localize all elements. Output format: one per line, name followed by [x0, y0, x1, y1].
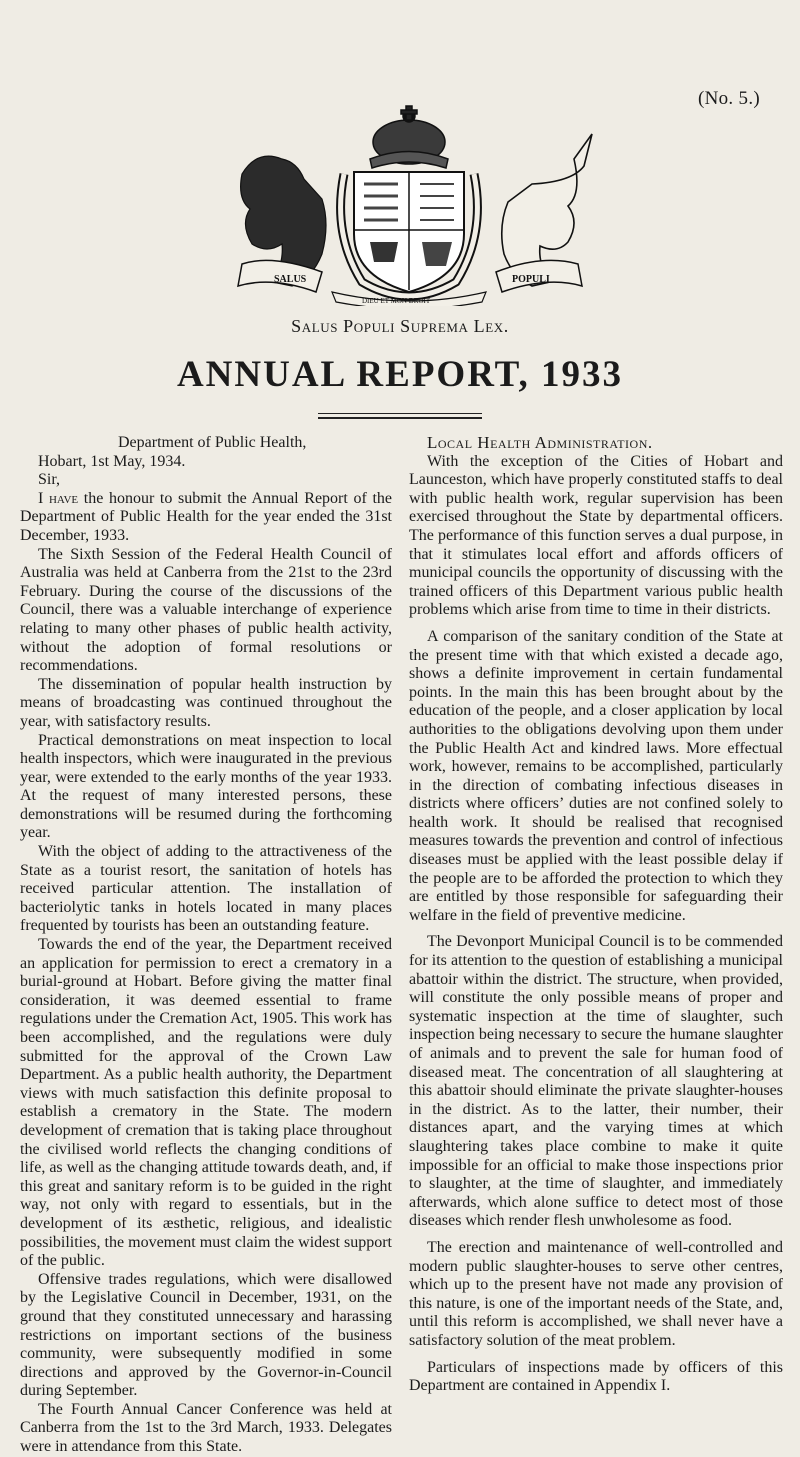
paragraph: With the exception of the Cities of Hobart and Launceston, which have properly constituted staffs to deal with public health work, regular supervision has been exercised throughout the State by departmental officers. The performance of this function serves a dual purpose, in that it stimulates local effort and affords officers of municipal councils the opportunity of discussing with the trained officers of this Department various public health problems which arise from time to time in their districts.: [409, 452, 783, 619]
opening-text: the honour to submit the Annual Report of the Department of Public Health for the year ended the 31st December, 1933.: [20, 489, 392, 544]
paragraph: Offensive trades regulations, which were disallowed by the Legislative Council in December, 1931, on the ground that they constituted unnecessary and harassing restrictions on important sections of the business community, were subsequently modified in some directions and approved by the Governor-in-Council during September.: [20, 1270, 392, 1400]
paragraph: With the object of adding to the attractiveness of the State as a tourist resort, the sanitation of hotels has received particular attention. The installation of bacteriolytic tanks in hotels located in many places frequented by tourists has been an outstanding feature.: [20, 843, 392, 935]
report-title: ANNUAL REPORT, 1933: [176, 354, 624, 395]
garter-motto-text: DIEU ET MON DROIT: [362, 297, 431, 305]
scroll-right-text: POPULI: [512, 274, 550, 285]
letter-department: Department of Public Health,: [118, 434, 307, 451]
paragraph: The Devonport Municipal Council is to be commended for its attention to the question of establishing a municipal abattoir within the district. The structure, when provided, will constitute the only possible means of proper and systematic inspection at the time of slaughter, such inspection being necessary to secure the humane slaughter of animals and to prevent the sale for human food of diseased meat. The concentration of all slaughtering at this abattoir should eliminate the private slaughter-houses in the district. As to the latter, their number, their distances apart, and the varying times at which slaughtering takes place combine to make it quite impossible for an official to make those inspections prior to slaughter, at the time of slaughter, and immediately afterwards, which alone suffice to detect most of those diseases which render flesh unwholesome as food.: [409, 933, 783, 1230]
letter-date: Hobart, 1st May, 1934.: [38, 452, 186, 470]
paragraph: Practical demonstrations on meat inspection to local health inspectors, which were inaugurated in the previous year, were extended to the early months of the year 1933. At the request of many interested persons, these demonstrations will be resumed during the forthcoming year.: [20, 731, 392, 842]
opening-small-caps: I have: [38, 489, 79, 507]
left-column: [20, 434, 392, 1457]
right-column: [409, 434, 783, 1396]
paragraph: Towards the end of the year, the Department received an application for permission to erect a crematory in a burial-ground at Hobart. Before giving the matter final consideration, it was deemed essential to frame regulations under the Cremation Act, 1905. This work has been accomplished, and the regulations were duly submitted for the approval of the Crown Law Department. As a public health authority, the Department views with much satisfaction this definite proposal to establish a crematory in the State. The modern development of cremation that is taking place throughout the civilised world reflects the changing conditions of life, as well as the changing attitude towards death, and, if this great and sanitary reform is to be guided in the right way, not only with regard to essentials, but in the development of its æsthetic, religious, and idealistic possibilities, the movement must claim the widest support of the public.: [20, 936, 392, 1270]
opening-paragraph: [20, 490, 392, 546]
crown-icon: [370, 106, 448, 168]
shield-icon: [354, 172, 464, 292]
paragraph: The erection and maintenance of well-controlled and modern public slaughter-houses to serve other centres, which up to the present have not made any provision of this nature, is one of the important needs of the State, and, until this reform is accomplished, we shall never have a satisfactory solution of the meat problem.: [409, 1238, 783, 1349]
scroll-left-text: SALUS: [274, 274, 307, 285]
title-divider-thin: [318, 413, 482, 414]
page-number: (No. 5.): [697, 88, 760, 109]
paragraph: The Sixth Session of the Federal Health Council of Australia was held at Canberra from the 21st to the 23rd February. During the course of the discussions of the Council, there was a valuable interchange of experience relating to many other phases of public health activity, without the adoption of formal resolutions or recommendations.: [20, 545, 392, 675]
coat-of-arms-icon: [212, 104, 606, 306]
paragraph: Particulars of inspections made by officers of this Department are contained in Appendix I.: [409, 1358, 783, 1395]
paragraph: The Fourth Annual Cancer Conference was held at Canberra from the 1st to the 3rd March, 1933. Delegates were in attendance from this State.: [20, 1400, 392, 1456]
title-divider-thick: [318, 417, 482, 419]
paragraph: A comparison of the sanitary condition of the State at the present time with that which existed a decade ago, shows a definite improvement in certain fundamental points. In the main this has been brought about by the education of the people, and a closer application by local authorities to the obligations devolving upon them under the Public Health Act and kindred laws. More effectual work, however, remains to be accomplished, particularly in the direction of combating infectious diseases in districts where officers’ duties are not confined solely to health work. It should be realised that recognised measures towards the prevention and control of infectious diseases must be applied with the least possible delay if the people are to be afforded the protection to which they are entitled by those responsible for safeguarding their welfare in the field of preventive medicine.: [409, 627, 783, 924]
section-heading: Local Health Administration.: [427, 433, 653, 452]
motto: Salus Populi Suprema Lex.: [291, 316, 509, 336]
letter-salutation: Sir,: [38, 471, 61, 489]
paragraph: The dissemination of popular health instruction by means of broadcasting was continued throughout the year, with satisfactory results.: [20, 675, 392, 730]
